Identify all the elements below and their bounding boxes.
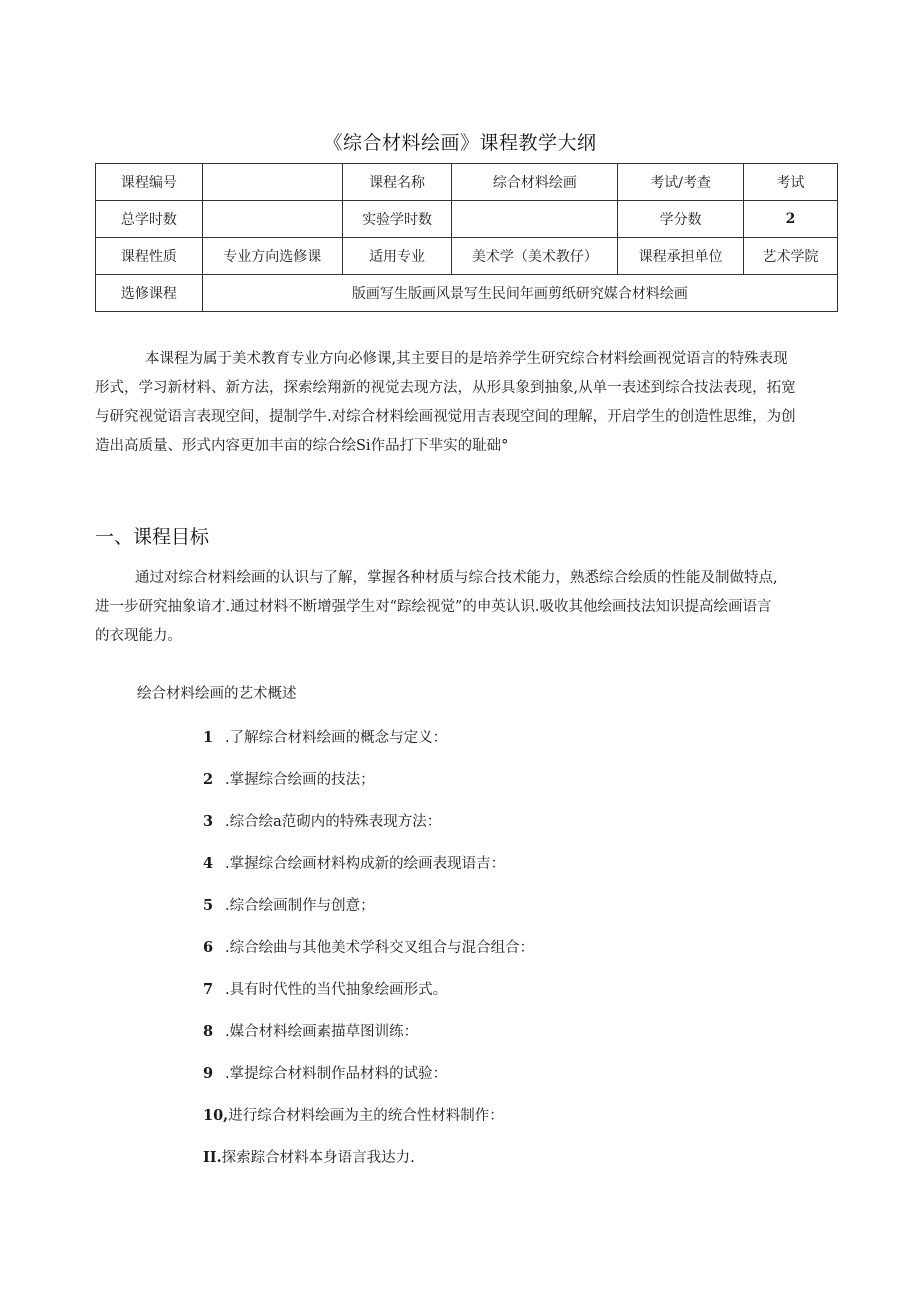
section-line: 进一步研究抽象谙才.通过材料不断增强学生对“踪绘视觉”的申英认识.吸收其他绘画技法知识提高绘画语言 (95, 599, 772, 615)
table-cell: 专业方向选修课 (202, 238, 342, 275)
list-number: 8 (203, 1023, 214, 1040)
table-cell: 课程名称 (342, 164, 452, 201)
list-text: .具有时代性的当代抽象绘画形式。 (225, 982, 448, 998)
list-number: 9 (203, 1065, 214, 1082)
table-cell: 艺术学院 (744, 238, 838, 275)
list-text: 进行综合材料绘画为主的统合性材料制作： (228, 1108, 504, 1124)
list-item (203, 726, 447, 747)
table-cell: 考试 (744, 164, 838, 201)
section-paragraph (95, 564, 840, 651)
list-text: .媒合材料绘画素描草图训练： (225, 1024, 419, 1040)
table-cell: 课程承担单位 (618, 238, 744, 275)
section-line: 通过对综合材料绘画的认识与了解，掌握各种材质与综合技术能力，熟悉综合绘质的性能及制做特点, (135, 570, 778, 586)
list-number: 2 (203, 771, 214, 788)
table-cell: 课程编号 (96, 164, 203, 201)
list-number: 6 (203, 939, 214, 956)
list-number: 4 (203, 855, 214, 872)
table-row (96, 164, 838, 201)
list-item (203, 978, 447, 999)
table-cell: 综合材料绘画 (452, 164, 618, 201)
list-item (203, 810, 441, 831)
table-cell: 学分数 (618, 201, 744, 238)
list-number: 3 (203, 813, 214, 830)
list-text: .掌握综合绘画材料构成新的绘画表现语吉： (225, 856, 506, 872)
list-item (203, 894, 375, 915)
list-item (203, 1062, 447, 1083)
list-number: 5 (203, 897, 214, 914)
intro-paragraph (95, 345, 840, 461)
table-row (96, 238, 838, 275)
table-cell: 2 (744, 201, 838, 238)
list-number: 1 (203, 729, 214, 746)
list-number: 10, (203, 1107, 229, 1124)
list-text: .综合绘曲与其他美术学科交叉组合与混合组合： (225, 940, 535, 956)
list-item (203, 1104, 504, 1125)
table-cell: 总学时数 (96, 201, 203, 238)
list-text: .综合绘a范砌内的特殊表现方法： (225, 814, 442, 830)
table-cell (202, 201, 342, 238)
list-text: .掌握综合绘画的技法； (225, 772, 375, 788)
list-item (203, 1020, 418, 1041)
intro-line: 造出高质量、形式内容更加丰亩的综合绘Si作品打下芈实的耻础° (95, 438, 509, 454)
course-info-table (95, 163, 838, 312)
table-cell: 选修课程 (96, 275, 203, 312)
table-cell: 课程性质 (96, 238, 203, 275)
table-cell (202, 164, 342, 201)
list-text: .了解综合材料绘画的概念与定义： (225, 730, 448, 746)
intro-line: 形式，学习新材料、新方法，探索绘翔新的视觉去现方法，从形具象到抽象,从单一表述到综合技法表现，拓宽 (95, 380, 796, 396)
table-cell: 实验学时数 (342, 201, 452, 238)
section-heading: 一、课程目标 (95, 526, 210, 548)
list-item (203, 852, 505, 873)
list-number: II. (203, 1149, 222, 1166)
document-title: 《综合材料绘画》课程教学大纲 (323, 132, 597, 154)
table-cell (452, 201, 618, 238)
intro-line: 与研究视觉语言表现空间，提制学牛.对综合材料绘画视觉用吉表现空间的理解，开启学生的创造性思维，为创 (95, 409, 796, 425)
section-line: 的衣现能力。 (95, 628, 182, 644)
list-text: 探索踪合材料本身语言我达力. (221, 1150, 415, 1166)
table-cell: 考试/考查 (618, 164, 744, 201)
list-item (203, 768, 375, 789)
table-row (96, 201, 838, 238)
subsection-title: 绘合材料绘画的艺术概述 (137, 686, 297, 702)
list-item (203, 936, 534, 957)
table-cell: 美术学（美术教仔） (452, 238, 618, 275)
table-row (96, 275, 838, 312)
list-text: .综合绘画制作与创意； (225, 898, 375, 914)
list-text: .掌提综合材料制作品材料的试验： (225, 1066, 448, 1082)
table-cell: 版画写生版画风景写生民间年画剪纸研究媒合材料绘画 (202, 275, 837, 312)
list-item (203, 1146, 415, 1167)
intro-line: 本课程为属于美术教育专业方向必修课,其主要目的是培养学生研究综合材料绘画视觉语言的特殊表现 (145, 351, 788, 367)
list-number: 7 (203, 981, 214, 998)
table-cell: 适用专业 (342, 238, 452, 275)
